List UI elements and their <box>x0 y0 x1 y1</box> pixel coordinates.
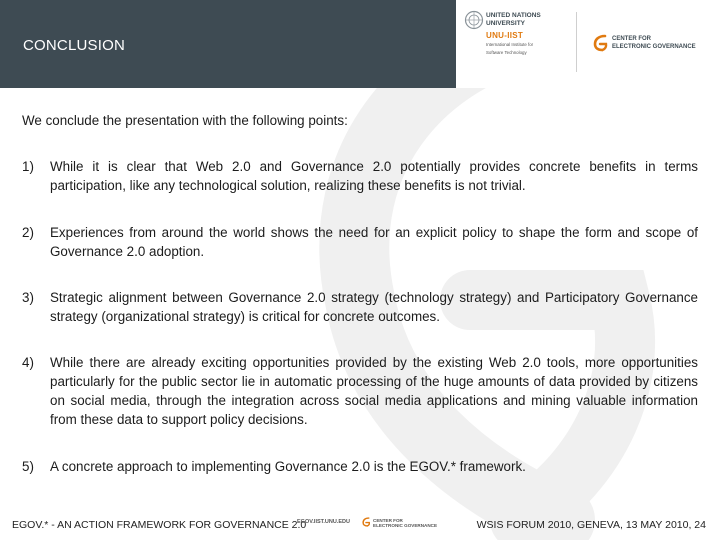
footer-event: WSIS FORUM 2010, GENEVA, 13 MAY 2010, 24 <box>476 519 706 531</box>
unu-logo-text <box>486 12 574 55</box>
footer-egov-line1: CENTER FOR <box>373 518 403 523</box>
list-item-number: 1) <box>22 159 34 174</box>
footer-title: EGOV.* - AN ACTION FRAMEWORK FOR GOVERNANCE 2.0 <box>12 519 307 531</box>
list-item-text: A concrete approach to implementing Governance 2.0 is the EGOV.* framework. <box>50 459 526 474</box>
egov-line1: CENTER FOR <box>612 36 651 42</box>
list-item-number: 2) <box>22 225 34 240</box>
intro-text: We conclude the presentation with the following points: <box>22 113 348 128</box>
list-item-text: While it is clear that Web 2.0 and Governance 2.0 potentially provides concrete benefits in terms participation, like any technological solution, realizing these benefits is not trivial. <box>50 159 698 193</box>
footer-egov-text <box>373 518 437 529</box>
slide-header <box>0 0 720 88</box>
list-item-number: 3) <box>22 290 34 305</box>
list-item <box>22 223 698 261</box>
list-item-text: Experiences from around the world shows the need for an explicit policy to shape the form and scope of Governance 2.0 adoption. <box>50 225 698 259</box>
logo-separator <box>576 12 577 72</box>
slide-footer <box>0 512 720 540</box>
egov-line2: ELECTRONIC GOVERNANCE <box>612 43 696 50</box>
list-item-number: 4) <box>22 355 34 370</box>
list-item-text: Strategic alignment between Governance 2.0 strategy (technology strategy) and Participatory Governance strategy (organizational strategy) is critical for concrete outcomes. <box>50 290 698 324</box>
list-item <box>22 457 698 476</box>
egov-small-logo-icon <box>362 516 371 528</box>
unu-name-line1: UNITED NATIONS <box>486 12 541 19</box>
header-logos <box>456 0 720 88</box>
egov-logo-icon <box>593 34 609 52</box>
footer-egov-line2: ELECTRONIC GOVERNANCE <box>373 523 438 529</box>
list-item-number: 5) <box>22 459 34 474</box>
unu-name-line2: UNIVERSITY <box>486 19 526 27</box>
unu-sub-line2: Software Technology <box>486 49 527 55</box>
footer-url: EGOV.IIST.UNU.EDU <box>297 519 350 525</box>
list-item <box>22 288 698 326</box>
un-emblem-icon <box>464 10 484 30</box>
unu-sub-line1: International Institute for <box>486 42 534 47</box>
list-item <box>22 157 698 195</box>
egov-logo-text <box>612 36 696 51</box>
list-item <box>22 353 698 429</box>
slide-title: CONCLUSION <box>23 37 126 54</box>
list-item-text: While there are already exciting opportunities provided by the existing Web 2.0 tools, more opportunities particularly for the public sector lie in automatic processing of the huge amounts of data provided by citizens on social media, through the integration across social media applications and mining valuable information from these data to support policy decisions. <box>50 355 698 427</box>
unu-iist-label: UNU-IIST <box>486 31 524 40</box>
